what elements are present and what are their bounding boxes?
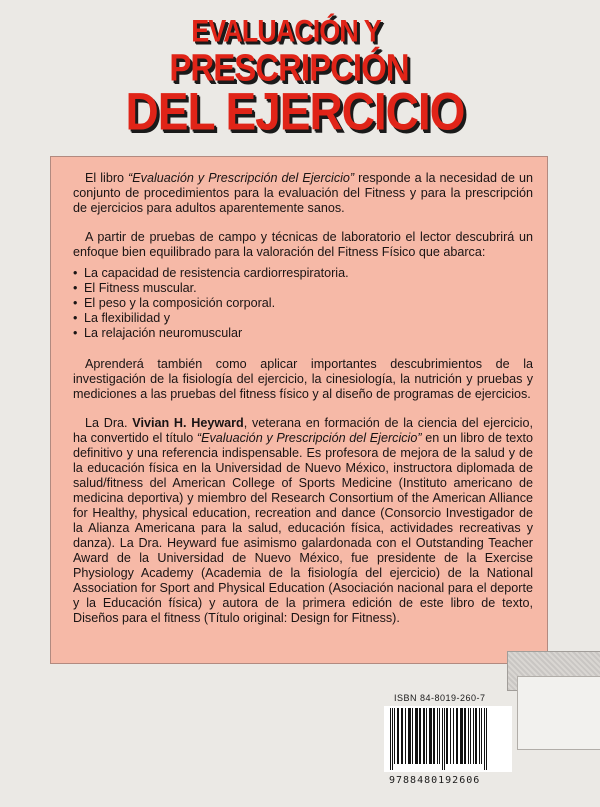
barcode-bar [479, 708, 480, 764]
barcode-bar [468, 708, 469, 764]
barcode-bar [405, 708, 406, 764]
barcode-bar [394, 708, 395, 764]
paragraph-approach: A partir de pruebas de campo y técnicas de laboratorio el lector descubrirá un enfoque bien equilibrado para la valoración del Fitness Físico que abarca: [73, 230, 533, 259]
barcode-bar [433, 708, 435, 764]
barcode-bar [412, 708, 413, 764]
bullet-icon: • [73, 296, 78, 310]
description-panel [50, 156, 548, 664]
barcode-bar [481, 708, 482, 764]
bullet-icon: • [73, 281, 78, 295]
barcode-bar [415, 708, 418, 764]
list-item: • La relajación neuromuscular [73, 326, 243, 340]
barcode-bar [392, 708, 393, 770]
title-line-1: EVALUACIÓN Y [191, 13, 381, 49]
barcode-bar [390, 708, 391, 770]
title-line-3: DEL EJERCICIO [125, 81, 465, 141]
barcode-bar [484, 708, 485, 770]
bullet-icon: • [73, 311, 78, 325]
barcode-bar [401, 708, 403, 764]
barcode [384, 706, 512, 772]
topic-list [73, 266, 533, 341]
barcode-bar [426, 708, 427, 764]
barcode-bar [450, 708, 451, 764]
list-item: • La capacidad de resistencia cardiorrespiratoria. [73, 266, 349, 280]
barcode-bar [408, 708, 411, 764]
library-label [517, 676, 600, 750]
barcode-bar [442, 708, 443, 770]
isbn-label: ISBN 84-8019-260-7 [394, 693, 486, 703]
author-name: Vivian H. Heyward [132, 416, 244, 430]
bullet-icon: • [73, 326, 78, 340]
barcode-bar [429, 708, 432, 764]
barcode-bar [464, 708, 466, 764]
barcode-bar [456, 708, 458, 764]
book-title-italic: “Evaluación y Prescripción del Ejercicio” [128, 171, 355, 185]
barcode-bar [453, 708, 454, 764]
barcode-bar [473, 708, 474, 764]
paragraph-applications: Aprenderá también como aplicar importantes descubrimientos de la investigación de la fisiología del ejercicio, la cinesiología, la nutrición y pruebas y mediciones a las pruebas del fitness físico y al diseño de programas de ejercicios. [73, 357, 533, 401]
barcode-bar [419, 708, 421, 764]
bullet-icon: • [73, 266, 78, 280]
title-line-2: PRESCRIPCIÓN [169, 46, 409, 89]
paragraph-intro: El libro “Evaluación y Prescripción del Ejercicio” responde a la necesidad de un conjunto de procedimientos para la evaluación del Fitness y para la prescripción de ejercicios para adultos aparentemente sanos. [73, 171, 534, 215]
barcode-bar [470, 708, 471, 764]
paragraph-author: La Dra. Vivian H. Heyward, veterana en formación de la ciencia del ejercicio, ha convertido el título “Evaluación y Prescripción del Ejercicio” en un libro de texto definitivo y una referencia indispensable. Es profesora de mejora de la salud y de la educación física en la Universidad de Nuevo México, instructora diplomada de salud/fitness del American College of Sports Medicine (Instituto americano de medicina deportiva) y miembro del Research Consortium of the American Alliance for Healthy, physical education, recreation and dance (Consorcio Investigador de la Alianza Americana para la salud, educación física, actividades recreativas y danza). La Dra. Heyward fue asimismo galardonada con el Outstanding Teacher Award de la Universidad de Nuevo México, fue presidente de la Exercise Physiology Academy (Academia de la fisiología del ejercicio) de la National Association for Sport and Physical Education (Asociación nacional para el deporte y la Educación física) y autora de la primera edición de este libro de texto, Diseños para el fitness (Título original: Design for Fitness). [73, 416, 534, 625]
barcode-bars [390, 708, 487, 770]
book-title [0, 13, 600, 141]
barcode-bar [397, 708, 399, 764]
barcode-bar [486, 708, 487, 770]
barcode-bar [475, 708, 477, 764]
list-item: • El Fitness muscular. [73, 281, 197, 295]
barcode-number: 9788480192606 [389, 775, 481, 786]
barcode-bar [444, 708, 445, 770]
list-item: • La flexibilidad y [73, 311, 171, 325]
barcode-bar [423, 708, 425, 764]
list-item: • El peso y la composición corporal. [73, 296, 276, 310]
barcode-bar [439, 708, 440, 764]
barcode-bar [446, 708, 448, 764]
barcode-bar [437, 708, 438, 764]
barcode-bar [460, 708, 463, 764]
